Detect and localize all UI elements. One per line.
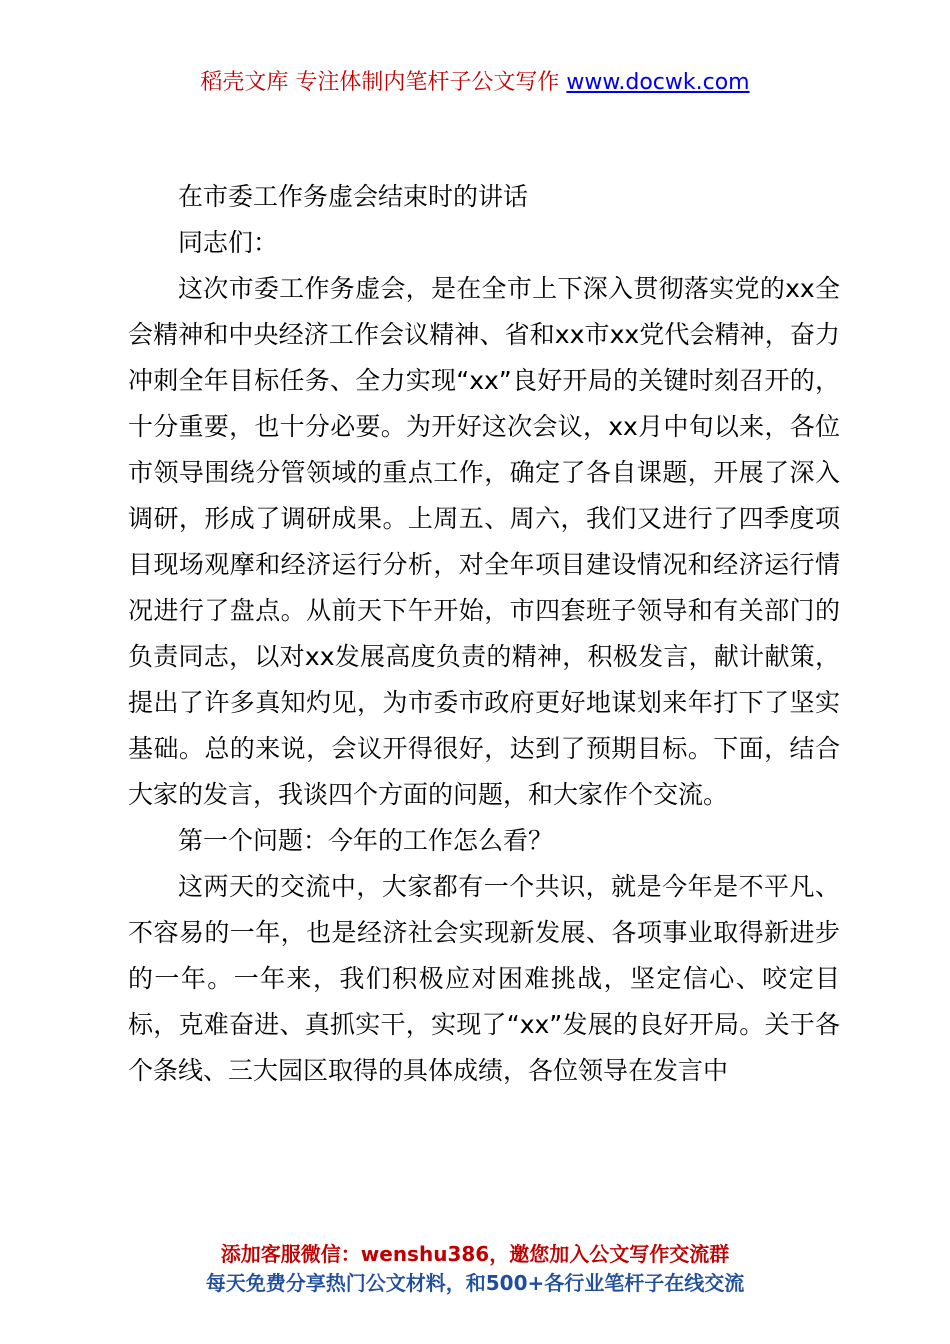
page-footer — [0, 1240, 950, 1298]
document-title: 在市委工作务虚会结束时的讲话 — [178, 182, 529, 211]
salutation: 同志们： — [178, 228, 279, 257]
page-header — [0, 68, 950, 98]
document-body — [128, 174, 840, 1094]
section-heading: 第一个问题：今年的工作怎么看？ — [178, 826, 554, 855]
footer-line-1: 添加客服微信：wenshu386，邀您加入公文写作交流群 — [220, 1242, 730, 1266]
footer-line-2: 每天免费分享热门公文材料，和500+各行业笔杆子在线交流 — [205, 1271, 745, 1295]
paragraph: 这两天的交流中，大家都有一个共识，就是今年是不平凡、不容易的一年，也是经济社会实现新发展、各项事业取得新进步的一年。一年来，我们积极应对困难挑战，坚定信心、咬定目标，克难奋进、真抓实干，实现了“xx”发展的良好开局。关于各个条线、三大园区取得的具体成绩，各位领导在发言中 — [128, 872, 840, 1085]
header-text: 稻壳文库 专注体制内笔杆子公文写作 — [200, 70, 567, 95]
paragraph: 这次市委工作务虚会，是在全市上下深入贯彻落实党的xx全会精神和中央经济工作会议精神、省和xx市xx党代会精神，奋力冲刺全年目标任务、全力实现“xx”良好开局的关键时刻召开的，十分重要，也十分必要。为开好这次会议，xx月中旬以来，各位市领导围绕分管领域的重点工作，确定了各自课题，开展了深入调研，形成了调研成果。上周五、周六，我们又进行了四季度项目现场观摩和经济运行分析，对全年项目建设情况和经济运行情况进行了盘点。从前天下午开始，市四套班子领导和有关部门的负责同志，以对xx发展高度负责的精神，积极发言，献计献策，提出了许多真知灼见，为市委市政府更好地谋划来年打下了坚实基础。总的来说，会议开得很好，达到了预期目标。下面，结合大家的发言，我谈四个方面的问题，和大家作个交流。 — [128, 274, 840, 809]
website-link[interactable]: www.docwk.com — [566, 70, 750, 95]
